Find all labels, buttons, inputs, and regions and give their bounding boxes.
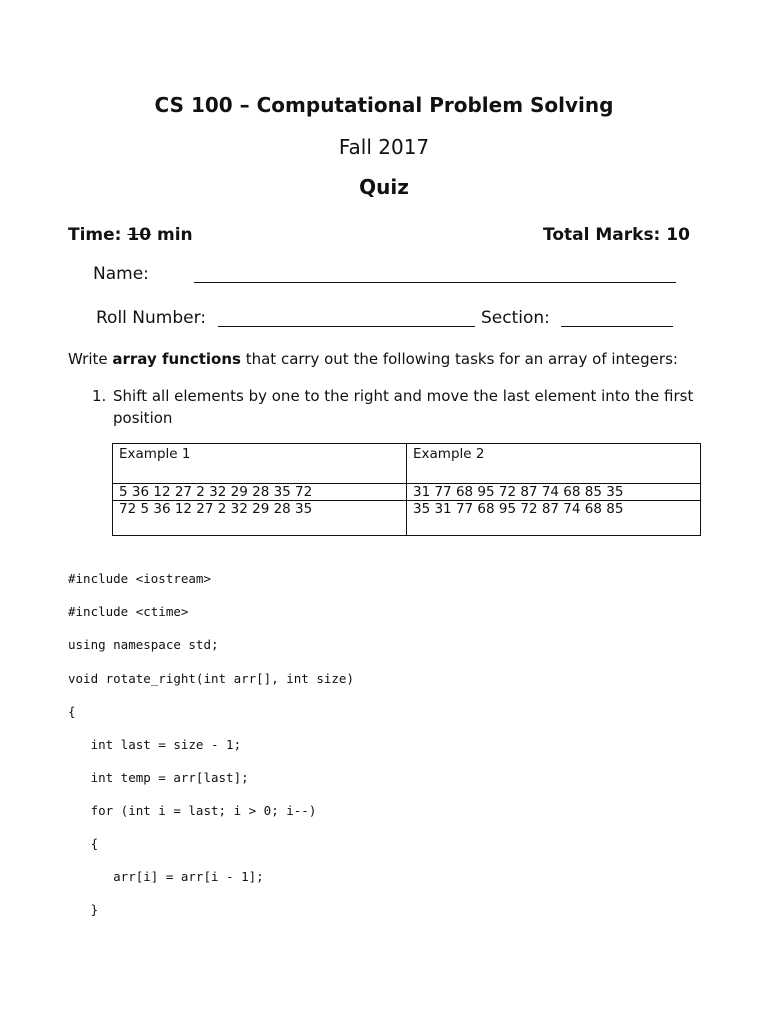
code-line: for (int i = last; i > 0; i--) [68, 803, 317, 818]
time-value-struck: 10 [127, 225, 152, 245]
term-label: Fall 2017 [338, 135, 430, 159]
instructions [68, 350, 678, 368]
examples-table [112, 443, 701, 536]
code-line: int last = size - 1; [68, 737, 242, 752]
time-limit [68, 225, 193, 245]
roll-number-label: Roll Number: [96, 308, 207, 328]
code-line: using namespace std; [68, 637, 219, 652]
code-line: { [68, 836, 99, 851]
section-field-line[interactable] [561, 326, 673, 327]
instructions-suffix: that carry out the following tasks for an array of integers: [240, 350, 678, 368]
code-line: arr[i] = arr[i - 1]; [68, 869, 264, 884]
section-label: Section: [481, 308, 550, 328]
roll-number-field-line[interactable] [218, 326, 475, 327]
instructions-prefix: Write [68, 350, 113, 368]
code-line: #include <iostream> [68, 571, 211, 586]
code-line: } [68, 902, 99, 917]
code-line: { [68, 704, 76, 719]
example-2-input: 31 77 68 95 72 87 74 68 85 35 [407, 484, 701, 501]
table-row-input [113, 484, 701, 501]
example-2-header: Example 2 [407, 444, 701, 484]
example-1-input: 5 36 12 27 2 32 29 28 35 72 [113, 484, 407, 501]
instructions-bold: array functions [112, 350, 241, 368]
example-2-output: 35 31 77 68 95 72 87 74 68 85 [407, 501, 701, 536]
table-header-row [113, 444, 701, 484]
page-title: CS 100 – Computational Problem Solving [154, 93, 614, 117]
code-line: void rotate_right(int arr[], int size) [68, 671, 354, 686]
task-item [92, 385, 707, 429]
time-label: Time: [68, 225, 128, 245]
example-1-header: Example 1 [113, 444, 407, 484]
time-unit: min [151, 225, 193, 245]
task-number: 1. [92, 387, 107, 405]
table-row-output [113, 501, 701, 536]
task-text: Shift all elements by one to the right and move the last element into the first position [113, 387, 694, 427]
name-label: Name: [93, 264, 149, 284]
total-marks: Total Marks: 10 [543, 225, 690, 245]
name-field-line[interactable] [194, 282, 676, 283]
code-line: #include <ctime> [68, 604, 189, 619]
quiz-label: Quiz [359, 175, 409, 199]
code-line: int temp = arr[last]; [68, 770, 249, 785]
example-1-output: 72 5 36 12 27 2 32 29 28 35 [113, 501, 407, 536]
